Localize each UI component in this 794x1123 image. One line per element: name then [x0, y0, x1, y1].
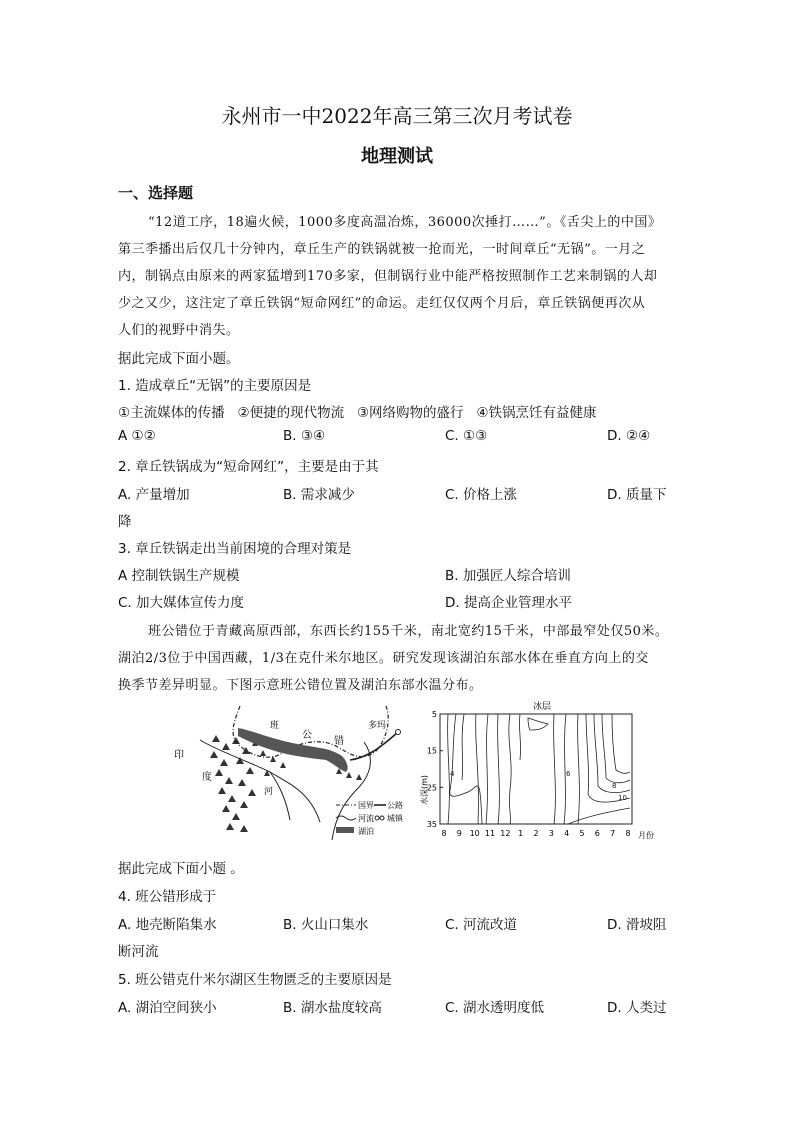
y-axis-label: 水深(m)	[420, 774, 429, 806]
legend-label: 河流	[358, 814, 374, 823]
y-tick-label: 25	[426, 783, 437, 793]
contour-label: 8	[612, 782, 617, 790]
road-line	[350, 732, 398, 760]
x-tick-label: 4	[564, 829, 570, 838]
contour-lines	[448, 714, 630, 824]
town-dot	[396, 730, 401, 735]
option-b[interactable]: B. ③④	[283, 428, 326, 444]
exam-subtitle: 地理测试	[361, 146, 433, 167]
contour-label: 6	[566, 770, 571, 778]
x-tick-label: 12	[500, 829, 511, 838]
y-tick-label: 35	[426, 820, 437, 829]
map-label: 班	[270, 721, 280, 731]
option-c[interactable]: C. 湖水透明度低	[445, 1000, 545, 1016]
option-a[interactable]: A ①②	[118, 428, 156, 444]
instruction: 据此完成下面小题 。	[118, 861, 244, 877]
x-tick-label: 10	[469, 829, 480, 838]
contour-label: 10	[618, 794, 627, 802]
option-d[interactable]: D. 人类过	[607, 1000, 667, 1016]
legend-label: 国界	[358, 801, 374, 810]
x-tick-label: 1	[518, 829, 524, 838]
question-stem: 2. 章丘铁锅成为“短命网红”，主要是由于其	[118, 459, 379, 475]
option-d-wrap: 降	[118, 514, 132, 530]
x-tick-label: 8	[441, 829, 447, 838]
passage-line: 湖泊2/3位于中国西藏，1/3在克什米尔地区。研究发现该湖泊东部水体在垂直方向上的交	[118, 651, 649, 666]
option-a[interactable]: A. 湖泊空间狭小	[118, 1000, 217, 1016]
option-c[interactable]: C. 河流改道	[445, 917, 518, 933]
question-items: ①主流媒体的传播 ②便捷的现代物流 ③网络购物的盛行 ④铁锅烹饪有益健康	[118, 405, 597, 421]
map-label: 度	[202, 772, 212, 783]
instruction: 据此完成下面小题。	[118, 351, 240, 367]
section-heading: 一、选择题	[118, 184, 194, 202]
question-stem: 3. 章丘铁锅走出当前困境的合理对策是	[118, 541, 352, 557]
question-stem: 4. 班公错形成于	[118, 889, 217, 905]
option-a[interactable]: A. 地壳断陷集水	[118, 917, 217, 933]
map-label: 多玛	[368, 721, 387, 731]
contour-label: 4	[450, 770, 455, 778]
map-label: 错	[334, 736, 344, 747]
plot-frame	[440, 714, 632, 824]
exam-title: 永州市一中2022年高三第三次月考试卷	[221, 104, 573, 128]
map-legend	[336, 800, 404, 836]
option-b[interactable]: B. 需求减少	[283, 487, 355, 503]
option-d[interactable]: D. ②④	[607, 428, 651, 444]
option-d[interactable]: D. 质量下	[607, 487, 667, 503]
x-tick-label: 9	[456, 829, 462, 838]
map-label: 河	[264, 787, 274, 797]
x-tick-label: 11	[484, 829, 496, 838]
passage-line: “12道工序，18遍火候，1000多度高温冶炼，36000次捶打……”。《舌尖上的中国》	[148, 215, 662, 230]
passage-line: 少之又少，这注定了章丘铁锅“短命网红”的命运。走红仅仅两个月后，章丘铁锅便再次从	[118, 296, 646, 311]
x-tick-label: 6	[594, 829, 600, 838]
passage-line: 换季节差异明显。下图示意班公错位置及湖泊东部水温分布。	[118, 678, 483, 693]
passage-line: 内，制锅点由原来的两家猛增到170多家，但制锅行业中能严格按照制作工艺来制锅的人却	[118, 269, 658, 284]
water-temperature-chart	[418, 700, 658, 846]
legend-label: 公路	[387, 801, 403, 810]
legend-label: 湖泊	[358, 827, 374, 836]
x-tick-label: 2	[533, 829, 539, 838]
option-c[interactable]: C. ①③	[445, 428, 488, 444]
option-c[interactable]: C. 价格上涨	[445, 487, 518, 503]
passage-line: 人们的视野中消失。	[118, 323, 240, 338]
option-d[interactable]: D. 滑坡阻	[607, 917, 667, 933]
bangong-co-map	[160, 702, 410, 844]
x-tick-label: 3	[548, 829, 554, 838]
question-stem: 1. 造成章丘“无锅”的主要原因是	[118, 378, 312, 394]
x-tick-label: 7	[610, 829, 616, 838]
chart-title: 冰层	[532, 702, 552, 712]
option-b[interactable]: B. 加强匠人综合培训	[445, 568, 571, 584]
passage-line: 班公错位于青藏高原西部，东西长约155千米，南北宽约15千米，中部最窄处仅50米。	[148, 624, 669, 639]
option-b[interactable]: B. 湖水盐度较高	[283, 1000, 382, 1016]
question-stem: 5. 班公错克什米尔湖区生物匮乏的主要原因是	[118, 972, 392, 988]
y-tick-label: 5	[431, 710, 437, 719]
x-tick-label: 5	[579, 829, 585, 838]
option-a[interactable]: A 控制铁锅生产规模	[118, 568, 240, 584]
passage-line: 第三季播出后仅几十分钟内，章丘生产的铁锅就被一抢而光，一时间章丘“无锅”。一月之	[118, 242, 646, 257]
option-a[interactable]: A. 产量增加	[118, 487, 190, 503]
x-axis-label: 月份	[638, 831, 654, 840]
map-label: 公	[302, 730, 312, 741]
option-d[interactable]: D. 提高企业管理水平	[445, 595, 572, 611]
option-d-wrap: 断河流	[118, 944, 159, 960]
map-label: 印	[174, 750, 184, 761]
option-c[interactable]: C. 加大媒体宣传力度	[118, 595, 245, 611]
option-b[interactable]: B. 火山口集水	[283, 917, 369, 933]
x-tick-label: 8	[625, 829, 631, 838]
legend-label: 城镇	[387, 814, 403, 823]
y-tick-label: 15	[426, 746, 437, 756]
